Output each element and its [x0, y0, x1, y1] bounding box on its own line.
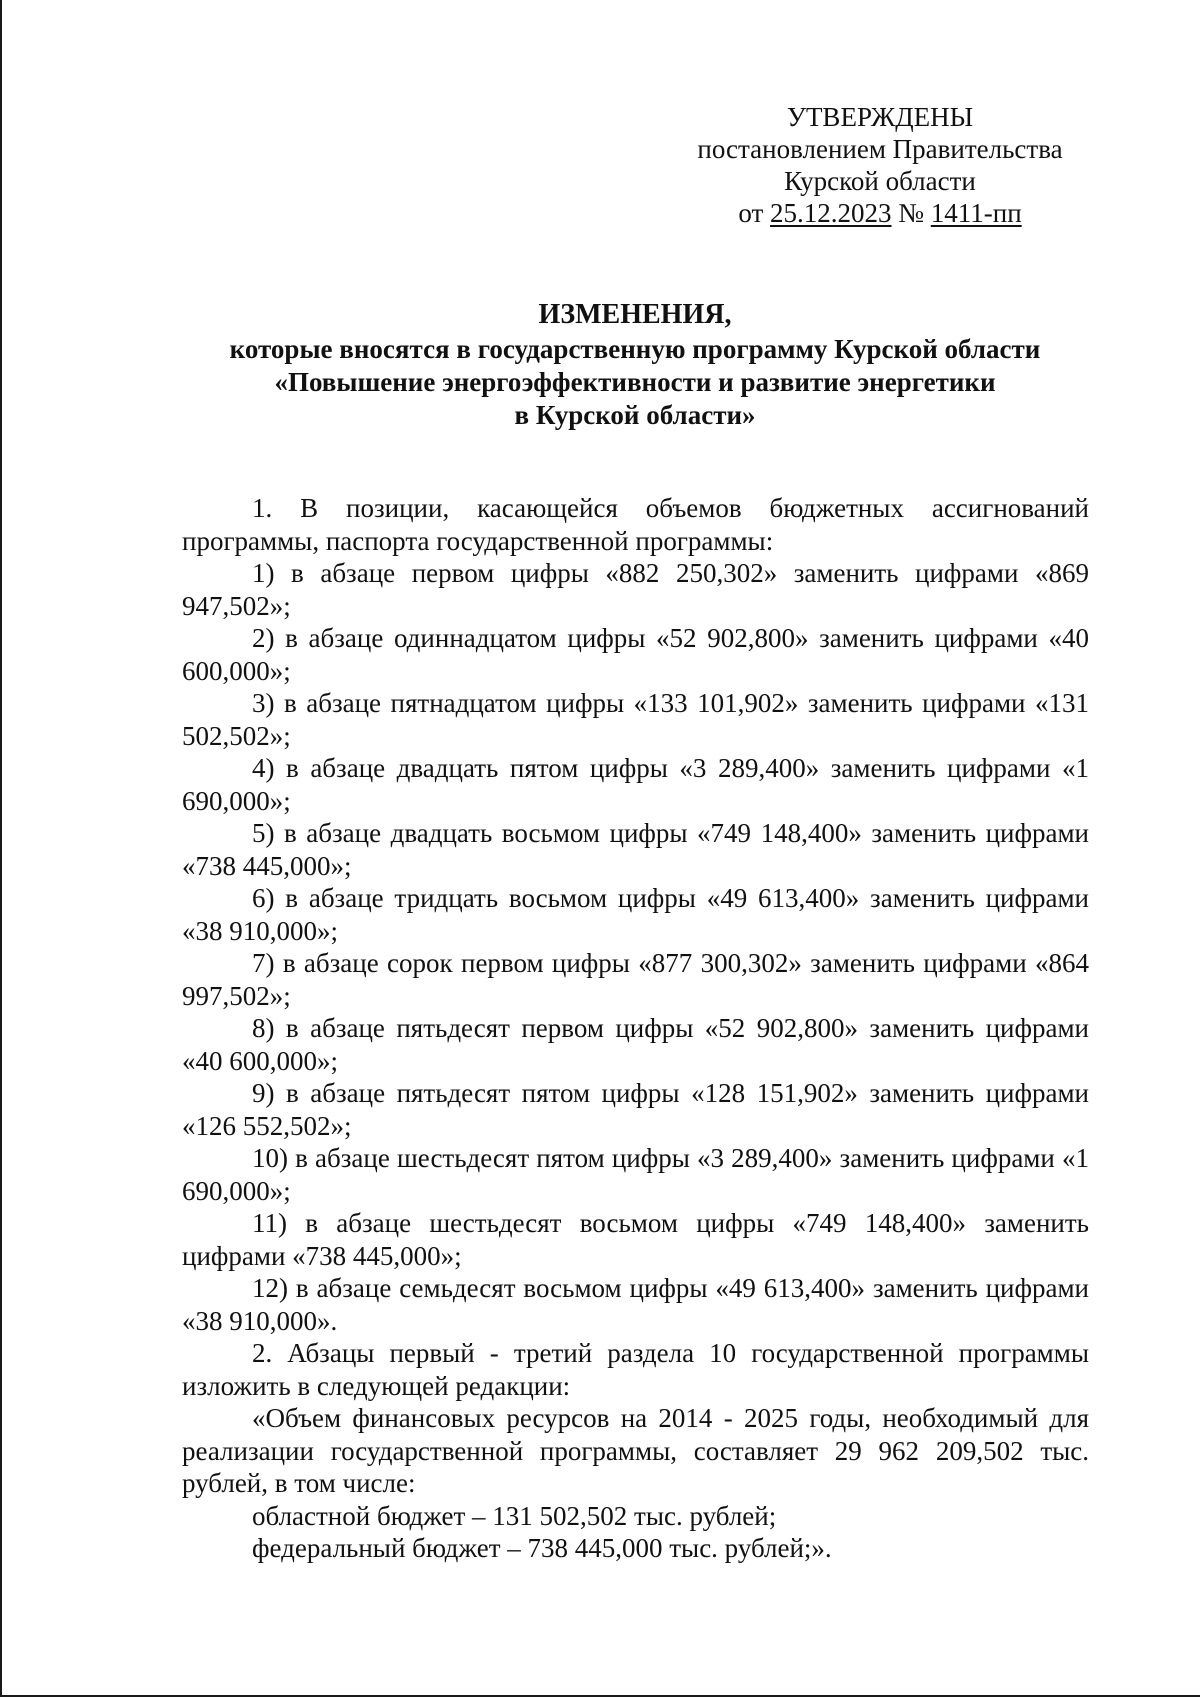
paragraph-item-12: 12) в абзаце семьдесят восьмом цифры «49 613,400» заменить цифрами «38 910,000».	[182, 1273, 1089, 1336]
approval-stamp	[670, 101, 1090, 229]
paragraph-section-1: 1. В позиции, касающейся объемов бюджетных ассигнований программы, паспорта государственной программы:	[182, 493, 1089, 556]
approval-date-line	[670, 197, 1090, 229]
paragraph-item-3: 3) в абзаце пятнадцатом цифры «133 101,902» заменить цифрами «131 502,502»;	[182, 688, 1089, 751]
paragraph-item-2: 2) в абзаце одиннадцатом цифры «52 902,800» заменить цифрами «40 600,000»;	[182, 623, 1089, 686]
approval-line-1: УТВЕРЖДЕНЫ	[786, 102, 974, 132]
approval-line-3: Курской области	[784, 166, 976, 196]
document-body	[182, 492, 1089, 1565]
approval-line-2: постановлением Правительства	[697, 134, 1063, 164]
list-line-federal-budget: федеральный бюджет – 738 445,000 тыс. рублей;».	[252, 1533, 832, 1563]
paragraph-item-4: 4) в абзаце двадцать пятом цифры «3 289,400» заменить цифрами «1 690,000»;	[182, 753, 1089, 816]
approval-date: 25.12.2023	[770, 198, 892, 228]
paragraph-quote: «Объем финансовых ресурсов на 2014 - 2025 годы, необходимый для реализации государственной программы, составляет 29 962 209,502 тыс. рублей, в том числе:	[182, 1403, 1089, 1498]
paragraph-item-6: 6) в абзаце тридцать восьмом цифры «49 613,400» заменить цифрами «38 910,000»;	[182, 883, 1089, 946]
paragraph-item-10: 10) в абзаце шестьдесят пятом цифры «3 289,400» заменить цифрами «1 690,000»;	[182, 1143, 1089, 1206]
document-heading	[120, 298, 1150, 432]
number-prefix: №	[891, 198, 931, 228]
paragraph-item-11: 11) в абзаце шестьдесят восьмом цифры «749 148,400» заменить цифрами «738 445,000»;	[182, 1208, 1089, 1271]
paragraph-item-1: 1) в абзаце первом цифры «882 250,302» заменить цифрами «869 947,502»;	[182, 558, 1089, 621]
list-line-regional-budget: областной бюджет – 131 502,502 тыс. рублей;	[252, 1500, 777, 1531]
approval-number: 1411-пп	[930, 198, 1022, 228]
heading-line-2: которые вносятся в государственную программу Курской области	[229, 334, 1041, 364]
paragraph-item-5: 5) в абзаце двадцать восьмом цифры «749 148,400» заменить цифрами «738 445,000»;	[182, 818, 1089, 881]
paragraph-item-8: 8) в абзаце пятьдесят первом цифры «52 902,800» заменить цифрами «40 600,000»;	[182, 1013, 1089, 1076]
date-prefix: от	[738, 198, 771, 228]
heading-line-3: «Повышение энергоэффективности и развитие энергетики	[274, 367, 996, 397]
heading-line-4: в Курской области»	[514, 400, 756, 430]
document-title: ИЗМЕНЕНИЯ,	[538, 299, 732, 330]
paragraph-section-2: 2. Абзацы первый - третий раздела 10 государственной программы изложить в следующей редакции:	[182, 1338, 1089, 1401]
paragraph-item-9: 9) в абзаце пятьдесят пятом цифры «128 151,902» заменить цифрами «126 552,502»;	[182, 1078, 1089, 1141]
paragraph-item-7: 7) в абзаце сорок первом цифры «877 300,302» заменить цифрами «864 997,502»;	[182, 948, 1089, 1011]
scan-edge-left	[0, 0, 2, 1697]
